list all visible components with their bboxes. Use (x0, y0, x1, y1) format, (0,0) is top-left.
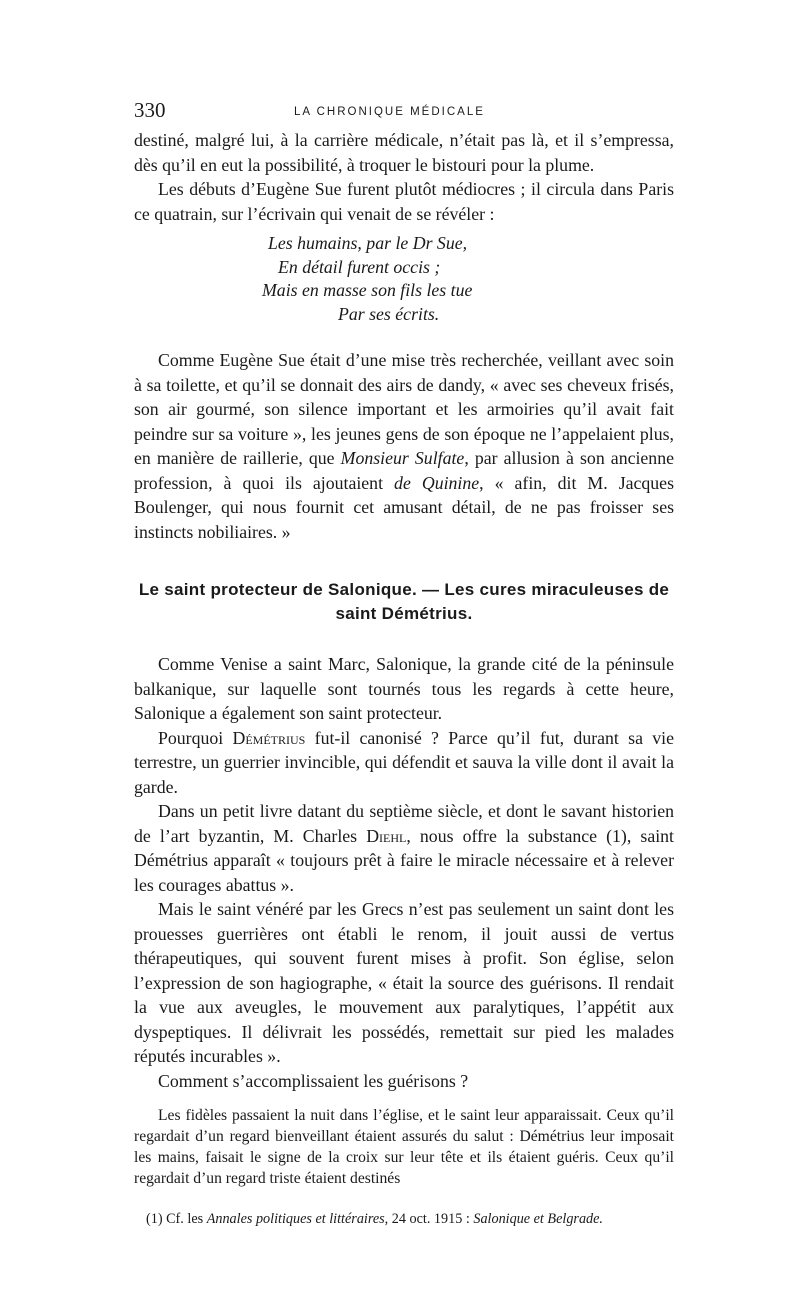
quatrain-line-2: En détail furent occis ; (278, 256, 441, 277)
journal-title: LA CHRONIQUE MÉDICALE (294, 106, 485, 118)
footnote-journal: Annales politiques et littéraires (206, 1211, 385, 1227)
quatrain-line-4: Par ses écrits. (338, 303, 440, 324)
paragraph-dandy (134, 348, 674, 544)
footnote-prefix: (1) Cf. les (146, 1211, 207, 1227)
quatrain-line-1: Les humains, par le Dr Sue, (268, 233, 468, 253)
livre-text-b: , nous offre la substance (1), saint Démétrius apparaît « toujours prêt à faire le miracle nécessaire et à relever les courages abattus ». (134, 825, 674, 895)
paragraph-fideles: Les fidèles passaient la nuit dans l’église, et le saint leur apparaissait. Ceux qu’il regardait d’un regard bienveillant étaient assurés du salut : Démétrius leur imposait les mains, faisait le signe de la croix sur leur tête et ils étaient guéris. Ceux qu’il regardait d’un regard triste étaient destinés (134, 1107, 674, 1187)
dandy-text-c: , « afin, dit M. Jacques Boulenger, qui nous fournit cet amusant détail, de ne pas froisser ses instincts nobiliaires. » (134, 472, 674, 542)
paragraph-petit-livre (134, 799, 674, 897)
name-diehl: Diehl (366, 825, 407, 846)
paragraph-question: Comment s’accomplissaient les guérisons ? (158, 1070, 469, 1091)
section-heading: Le saint protecteur de Salonique. — Les cures miraculeuses de saint Démétrius. (138, 580, 670, 623)
pourquoi-text-b: fut-il canonisé ? Parce qu’il fut, durant sa vie terrestre, un guerrier invincible, qui défendit et sauva la ville dont il avait la garde. (134, 727, 674, 797)
book-page (134, 98, 674, 1229)
paragraph-vertus: Mais le saint vénéré par les Grecs n’est pas seulement un saint dont les prouesses guerrières ont établi le renom, il jouit aussi de vertus thérapeutiques, qui souvent furent mises à profit. Son église, selon l’expression de son hagiographe, « était la source des guérisons. Il rendait la vue aux aveugles, le mouvement aux paralytiques, l’appétit aux dyspeptiques. Il délivrait les possédés, remettait sur pied les malades réputés incurables ». (134, 899, 674, 1066)
dandy-text-a: Comme Eugène Sue était d’une mise très recherchée, veillant avec soin à sa toilette, et qu’il se donnait des airs de dandy, « avec ses cheveux frisés, son air gourmé, son silence important et les armoiries qu’il avait fait peindre sur sa voiture », les jeunes gens de son époque ne l’appelaient plus, en manière de raillerie, que (134, 350, 674, 468)
paragraph-debuts: Les débuts d’Eugène Sue furent plutôt médiocres ; il circula dans Paris ce quatrain, sur l’écrivain qui venait de se révéler : (134, 179, 674, 224)
nickname-quinine: de Quinine (394, 472, 480, 493)
livre-text-a: Dans un petit livre datant du septième siècle, et dont le savant historien de l’art byzantin, M. Charles (134, 801, 674, 846)
paragraph-continuation: destiné, malgré lui, à la carrière médicale, n’était pas là, et il s’empressa, dès qu’il en eut la possibilité, à troquer le bistouri pour la plume. (134, 130, 674, 175)
quatrain (134, 232, 674, 326)
running-head (134, 98, 674, 124)
footnote (134, 1209, 674, 1229)
quatrain-line-3: Mais en masse son fils les tue (262, 280, 473, 300)
page-number: 330 (134, 98, 166, 122)
name-demetrius: Démétrius (232, 727, 306, 748)
footnote-date: , 24 oct. 1915 : (384, 1211, 474, 1227)
pourquoi-text-a: Pourquoi (158, 727, 233, 748)
nickname-sulfate: Monsieur Sulfate (340, 448, 465, 468)
paragraph-venise: Comme Venise a saint Marc, Salonique, la grande cité de la péninsule balkanique, sur laquelle sont tournés tous les regards à cette heure, Salonique a également son saint protecteur. (134, 654, 674, 723)
dandy-text-b: , par allusion à son ancienne profession, à quoi ils ajoutaient (134, 448, 674, 493)
paragraph-pourquoi (134, 726, 674, 800)
footnote-article: Salonique et Belgrade. (473, 1211, 603, 1227)
